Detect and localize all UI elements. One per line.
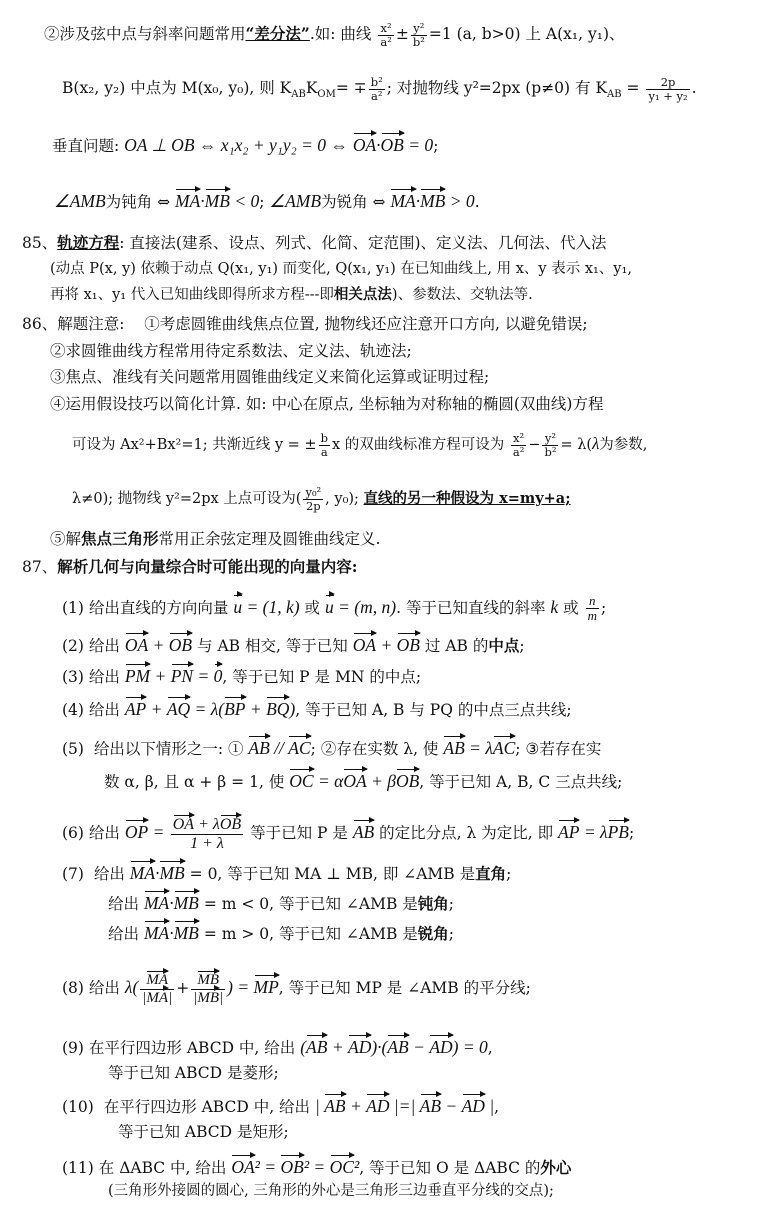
perpendicular-line: 垂直问题: OA ⊥ OB ⇔ x₁x₂ + y₁y₂ = 0 ⇔ OA·OB = 0; [52,135,439,155]
section-85-title: 轨迹方程 [57,233,120,252]
vector-item-7c: 给出 MA·MB = m > 0, 等于已知 ∠AMB 是锐角; [108,923,455,943]
tip-2: ②求圆锥曲线方程常用待定系数法、定义法、轨迹法; [50,342,412,360]
tip-5: ⑤解焦点三角形常用正余弦定理及圆锥曲线定义. [50,529,381,548]
vector-item-3: (3) 给出 PM + PN = 0, 等于已知 P 是 MN 的中点; [62,666,422,686]
vector-item-11-note: (三角形外接圆的圆心, 三角形的外心是三角形三边垂直平分线的交点); [108,1183,554,1199]
section-85-line3: 再将 x₁、y₁ 代入已知曲线即得所求方程---即相关点法)、参数法、交轨法等. [50,286,533,303]
chord-midpoint-line: ②涉及弦中点与斜率问题常用“差分法”.如: 曲线 $\frac{\text{x²}}{\text{a²}}$ ± $\frac{\text{y²}}{\text{b²}}$ =1 (a, b>0) 上 A(x₁, y₁)、 [44,21,625,49]
tip-4-assume: 可设为 Ax²+Bx²=1; 共渐近线 y = ± $\frac{b}{a}$ x 的双曲线标准方程可设为 $\frac{\text{x²}}{\text{a²}}$ − $\frac{\text{y²}}{\text{b²}}$ = λ(λ为参数, [72,431,648,459]
vector-item-8: (8) 给出 λ( $\frac{MA}{|MA|}$ + $\frac{MB}{|MB|}$ ) = MP, 等于已知 MP 是 ∠AMB 的平分线; [62,972,531,1006]
vector-item-4: (4) 给出 AP + AQ = λ(BP + BQ), 等于已知 A, B 与 PQ 的中点三点共线; [62,699,572,719]
vector-item-5: (5) 给出以下情形之一: ① AB // AC; ②存在实数 λ, 使 AB = λAC; ③若存在实 [62,738,602,758]
vector-item-7b: 给出 MA·MB = m < 0, 等于已知 ∠AMB 是钝角; [108,893,455,913]
section-86-line1: 86、解题注意: ①考虑圆锥曲线焦点位置, 抛物线还应注意开口方向, 以避免错误; [22,315,588,333]
vector-item-5-cont: 数 α, β, 且 α + β = 1, 使 OC = αOA + βOB, 等于已知 A, B, C 三点共线; [104,771,623,791]
section-85-line2: (动点 P(x, y) 依赖于动点 Q(x₁, y₁) 而变化, Q(x₁, y₁) 在已知曲线上, 用 x、y 表示 x₁、y₁, [50,261,632,277]
vector-item-2: (2) 给出 OA + OB 与 AB 相交, 等于已知 OA + OB 过 AB 的中点; [62,635,525,655]
vector-item-10-cont: 等于已知 ABCD 是矩形; [118,1123,289,1141]
vector-item-1: (1) 给出直线的方向向量 u = (1, k) 或 u = (m, n). 等于已知直线的斜率 k 或 $\frac{n}{m}$ ; [62,593,607,624]
vector-item-6: (6) 给出 OP = $\frac{\text{OA + λOB}}{1 + \lambda}$ 等于已知 P 是 AB 的定比分点, λ 为定比, 即 AP = λPB; [62,816,635,852]
tip-3: ③焦点、准线有关问题常用圆锥曲线定义来简化运算或证明过程; [50,368,490,386]
vector-item-9-cont: 等于已知 ABCD 是菱形; [108,1064,279,1082]
tip-4: ④运用假设技巧以简化计算. 如: 中心在原点, 坐标轴为对称轴的椭圆(双曲线)方程 [50,395,604,413]
vector-item-10: (10) 在平行四边形 ABCD 中, 给出 | AB + AD |=| AB − AD |, [62,1096,500,1116]
section-85-line1: 85、轨迹方程: 直接法(建系、设点、列式、化简、定范围)、定义法、几何法、代入法 [22,233,607,252]
vector-item-9: (9) 在平行四边形 ABCD 中, 给出 (AB + AD)·(AB − AD) = 0, [62,1037,493,1057]
angle-condition-line: ∠AMB为钝角 ⇔ MA·MB < 0; ∠AMB为锐角 ⇔ MA·MB > 0. [54,191,480,211]
vector-item-7a: (7) 给出 MA·MB = 0, 等于已知 MA ⊥ MB, 即 ∠AMB 是直角; [62,863,512,883]
method-term: “差分法” [245,24,310,44]
section-87-title: 87、解析几何与向量综合时可能出现的向量内容: [22,557,358,576]
vector-item-11: (11) 在 ΔABC 中, 给出 OA² = OB² = OC², 等于已知 O 是 ΔABC 的外心 [62,1157,572,1177]
midpoint-slope-line: B(x₂, y₂) 中点为 M(x₀, y₀), 则 $K_{AB}K_{OM}=$ ∓ $\frac{\text{b²}}{\text{a²}}$ ; 对抛物线 y²=2px (p≠0) 有 $K_{AB}$ = $\frac{2p}{\text{y₁ + y₂}}$ . [62,75,697,103]
tip-4-parabola: λ≠0); 抛物线 y²=2px 上点可设为( $\frac{\text{y₀²}}{2p}$ , y₀); 直线的另一种假设为 x=my+a; [72,485,571,513]
